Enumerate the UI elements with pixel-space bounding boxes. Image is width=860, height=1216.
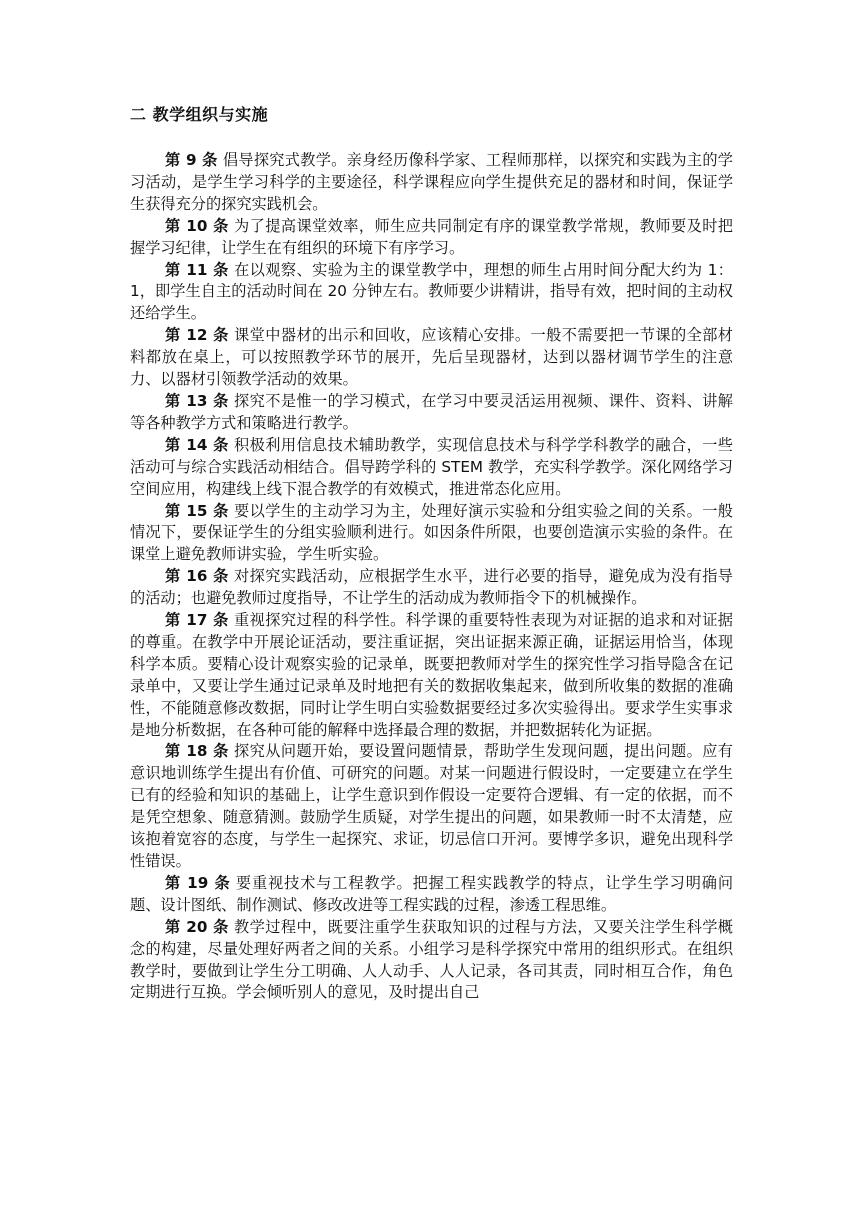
article-text: 要重视技术与工程教学。把握工程实践教学的特点，让学生学习明确问题、设计图纸、制作测试、修改改进等工程实践的过程，渗透工程思维。 [130, 873, 734, 914]
article-9 [130, 150, 733, 216]
article-number: 第 11 条 [164, 260, 229, 279]
article-text: 探究从问题开始，要设置问题情景，帮助学生发现问题，提出问题。应有意识地训练学生提出有价值、可研究的问题。对某一问题进行假设时，一定要建立在学生已有的经验和知识的基础上，让学生意识到作假设一定要符合逻辑、有一定的依据，而不是凭空想象、随意猜测。鼓励学生质疑，对学生提出的问题，如果教师一时不太清楚，应该抱着宽容的态度，与学生一起探究、求证，切忌信口开河。要博学多识，避免出现科学性错误。 [130, 742, 733, 870]
article-18 [130, 741, 733, 872]
article-number: 第 13 条 [164, 391, 229, 410]
article-number: 第 15 条 [164, 501, 229, 520]
article-14 [130, 435, 733, 501]
article-19 [130, 873, 733, 917]
article-13 [130, 391, 733, 435]
article-text: 倡导探究式教学。亲身经历像科学家、工程师那样，以探究和实践为主的学习活动，是学生学习科学的主要途径，科学课程应向学生提供充足的器材和时间，保证学生获得充分的探究实践机会。 [130, 151, 733, 213]
article-number: 第 18 条 [164, 742, 229, 761]
article-17 [130, 610, 733, 741]
article-number: 第 17 条 [164, 611, 229, 630]
article-number: 第 19 条 [164, 873, 231, 892]
article-number: 第 20 条 [164, 917, 229, 936]
article-text: 课堂中器材的出示和回收，应该精心安排。一般不需要把一节课的全部材料都放在桌上，可以按照教学环节的展开，先后呈现器材，达到以器材调节学生的注意力、以器材引领教学活动的效果。 [130, 326, 733, 389]
article-12 [130, 325, 733, 391]
article-number: 第 16 条 [164, 567, 229, 586]
article-text: 对探究实践活动，应根据学生水平，进行必要的指导，避免成为没有指导的活动；也避免教师过度指导，不让学生的活动成为教师指令下的机械操作。 [130, 567, 733, 608]
section-heading: 二 教学组织与实施 [130, 105, 269, 124]
article-text: 积极利用信息技术辅助教学，实现信息技术与科学学科教学的融合，一些活动可与综合实践活动相结合。倡导跨学科的 STEM 教学，充实科学教学。深化网络学习空间应用，构建线上线下混合教学的有效模式，推进常态化应用。 [130, 435, 733, 498]
article-text: 为了提高课堂效率，师生应共同制定有序的课堂教学常规，教师要及时把握学习纪律，让学生在有组织的环境下有序学习。 [130, 216, 733, 257]
article-16 [130, 566, 733, 610]
article-number: 第 12 条 [164, 326, 229, 345]
article-list [130, 150, 733, 1004]
article-number: 第 14 条 [164, 435, 229, 454]
article-number: 第 9 条 [164, 151, 218, 169]
article-text: 在以观察、实验为主的课堂教学中，理想的师生占用时间分配大约为 1：1，即学生自主的活动时间在 20 分钟左右。教师要少讲精讲，指导有效，把时间的主动权还给学生。 [130, 260, 733, 323]
article-number: 第 10 条 [164, 216, 229, 235]
article-text: 教学过程中，既要注重学生获取知识的过程与方法，又要关注学生科学概念的构建，尽量处理好两者之间的关系。小组学习是科学探究中常用的组织形式。在组织教学时，要做到让学生分工明确、人人动手、人人记录，各司其责，同时相互合作，角色定期进行互换。学会倾听别人的意见，及时提出自己 [130, 917, 733, 1002]
article-10 [130, 216, 733, 260]
article-20 [130, 917, 733, 1005]
article-11 [130, 260, 733, 326]
article-15 [130, 501, 733, 567]
article-text: 探究不是惟一的学习模式，在学习中要灵活运用视频、课件、资料、讲解等各种教学方式和策略进行教学。 [130, 391, 733, 432]
article-text: 要以学生的主动学习为主，处理好演示实验和分组实验之间的关系。一般情况下，要保证学生的分组实验顺利进行。如因条件所限，也要创造演示实验的条件。在课堂上避免教师讲实验，学生听实验。 [130, 501, 733, 564]
article-text: 重视探究过程的科学性。科学课的重要特性表现为对证据的追求和对证据的尊重。在教学中开展论证活动，要注重证据，突出证据来源正确，证据运用恰当，体现科学本质。要精心设计观察实验的记录单，既要把教师对学生的探究性学习指导隐含在记录单中，又要让学生通过记录单及时地把有关的数据收集起来，做到所收集的数据的准确性，不能随意修改数据，同时让学生明白实验数据要经过多次实验得出。要求学生实事求是地分析数据，在各种可能的解释中选择最合理的数据，并把数据转化为证据。 [130, 611, 733, 739]
